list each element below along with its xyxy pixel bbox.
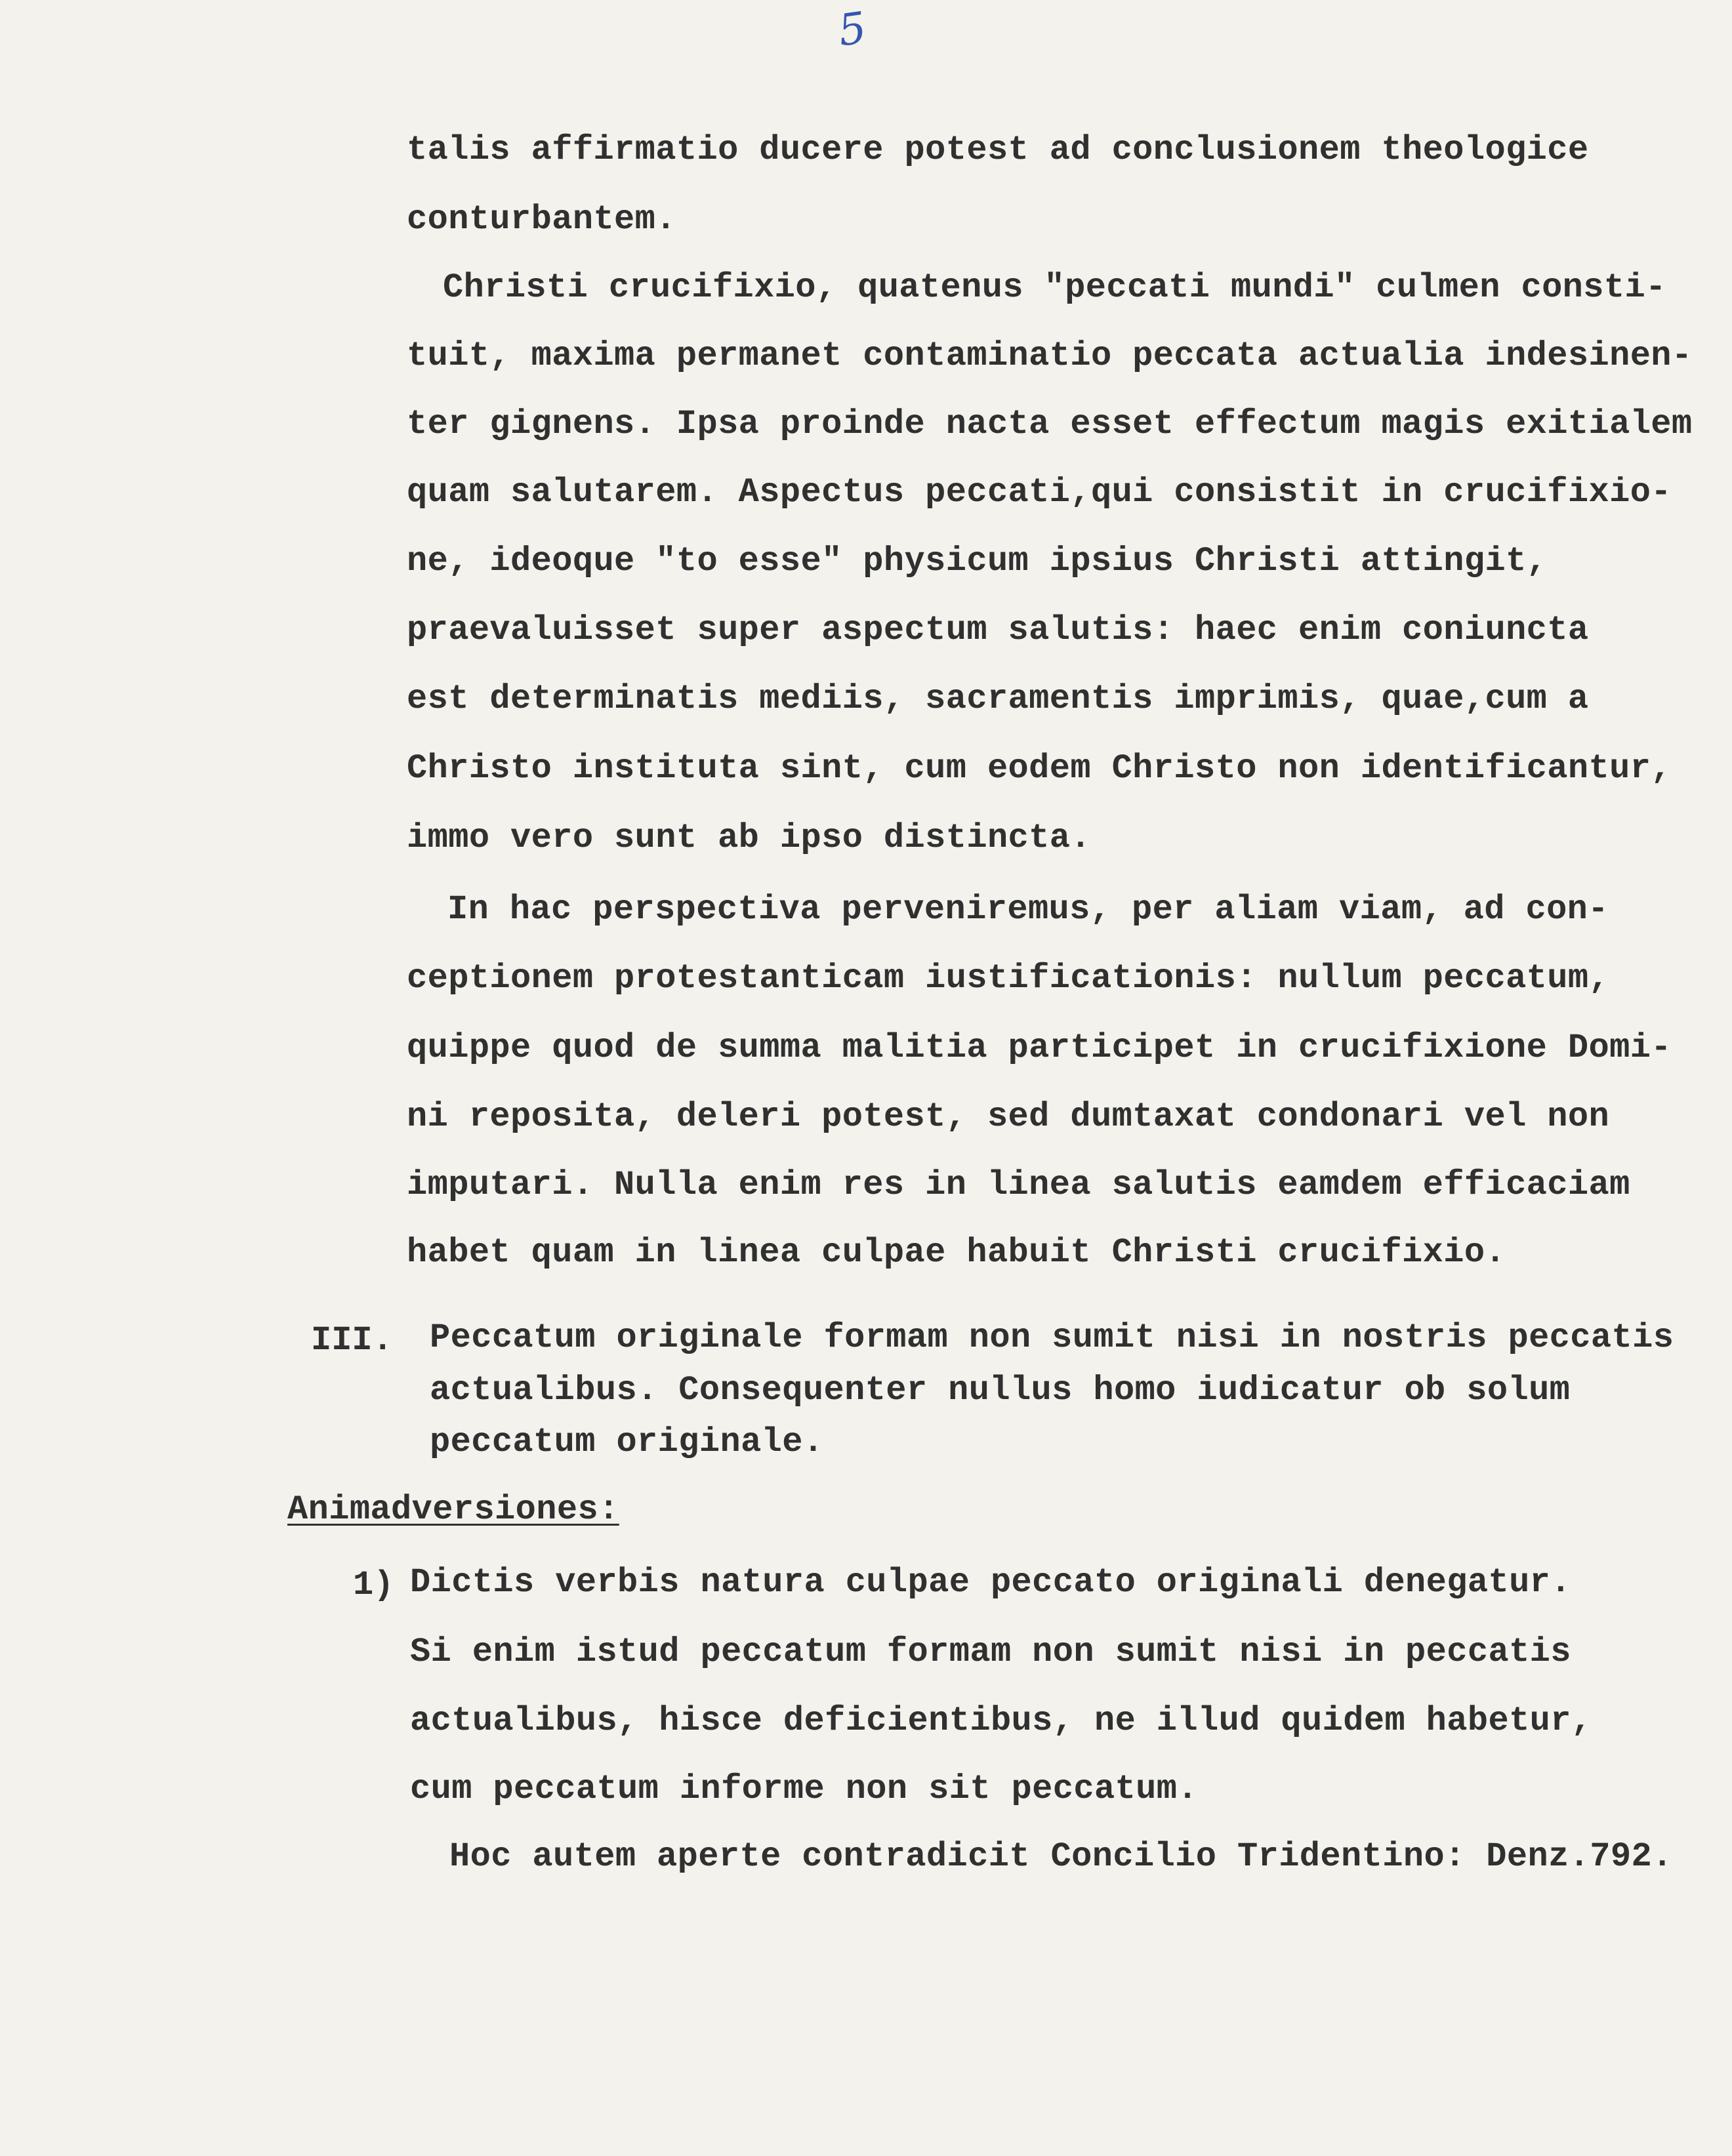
text-line: Si enim istud peccatum formam non sumit nisi in peccatis [410,1633,1571,1671]
text-line: talis affirmatio ducere potest ad conclusionem theologice [407,131,1589,169]
text-line: actualibus. Consequenter nullus homo iudicatur ob solum [430,1371,1571,1410]
text-line: Christo instituta sint, cum eodem Christo non identificantur, [407,749,1672,788]
text-line: ni reposita, deleri potest, sed dumtaxat condonari vel non [407,1097,1610,1136]
text-line: Christi crucifixio, quatenus "peccati mundi" culmen consti- [443,268,1666,307]
text-line: quippe quod de summa malitia participet in crucifixione Domi- [407,1028,1672,1067]
text-line: actualibus, hisce deficientibus, ne illud quidem habetur, [410,1701,1592,1740]
text-line: ceptionem protestanticam iustificationis: nullum peccatum, [407,959,1610,998]
text-line: est determinatis mediis, sacramentis imprimis, quae,cum a [407,680,1589,718]
text-line: immo vero sunt ab ipso distincta. [407,819,1091,857]
text-line: praevaluisset super aspectum salutis: haec enim coniuncta [407,611,1589,649]
text-line: Peccatum originale formam non sumit nisi in nostris peccatis [430,1318,1674,1357]
text-line: Dictis verbis natura culpae peccato originali denegatur. [410,1563,1571,1602]
item-number: 1) [353,1566,394,1604]
text-line: cum peccatum informe non sit peccatum. [410,1770,1198,1808]
text-line: Hoc autem aperte contradicit Concilio Tridentino: Denz.792. [449,1837,1673,1876]
section-number: III. [311,1321,393,1360]
text-line: peccatum originale. [430,1423,824,1461]
animadversiones-heading: Animadversiones: [287,1490,619,1529]
text-line: In hac perspectiva perveniremus, per aliam viam, ad con- [447,890,1609,929]
text-line: tuit, maxima permanet contaminatio peccata actualia indesinen- [407,336,1693,375]
text-line: conturbantem. [407,200,676,239]
page-number: 5 [835,2,870,56]
text-line: imputari. Nulla enim res in linea salutis eamdem efficaciam [407,1166,1630,1204]
text-line: habet quam in linea culpae habuit Christi crucifixio. [407,1233,1506,1272]
text-line: quam salutarem. Aspectus peccati,qui consistit in crucifixio- [407,473,1672,512]
text-line: ter gignens. Ipsa proinde nacta esset effectum magis exitialem [407,405,1693,443]
text-line: ne, ideoque "to esse" physicum ipsius Christi attingit, [407,542,1548,580]
